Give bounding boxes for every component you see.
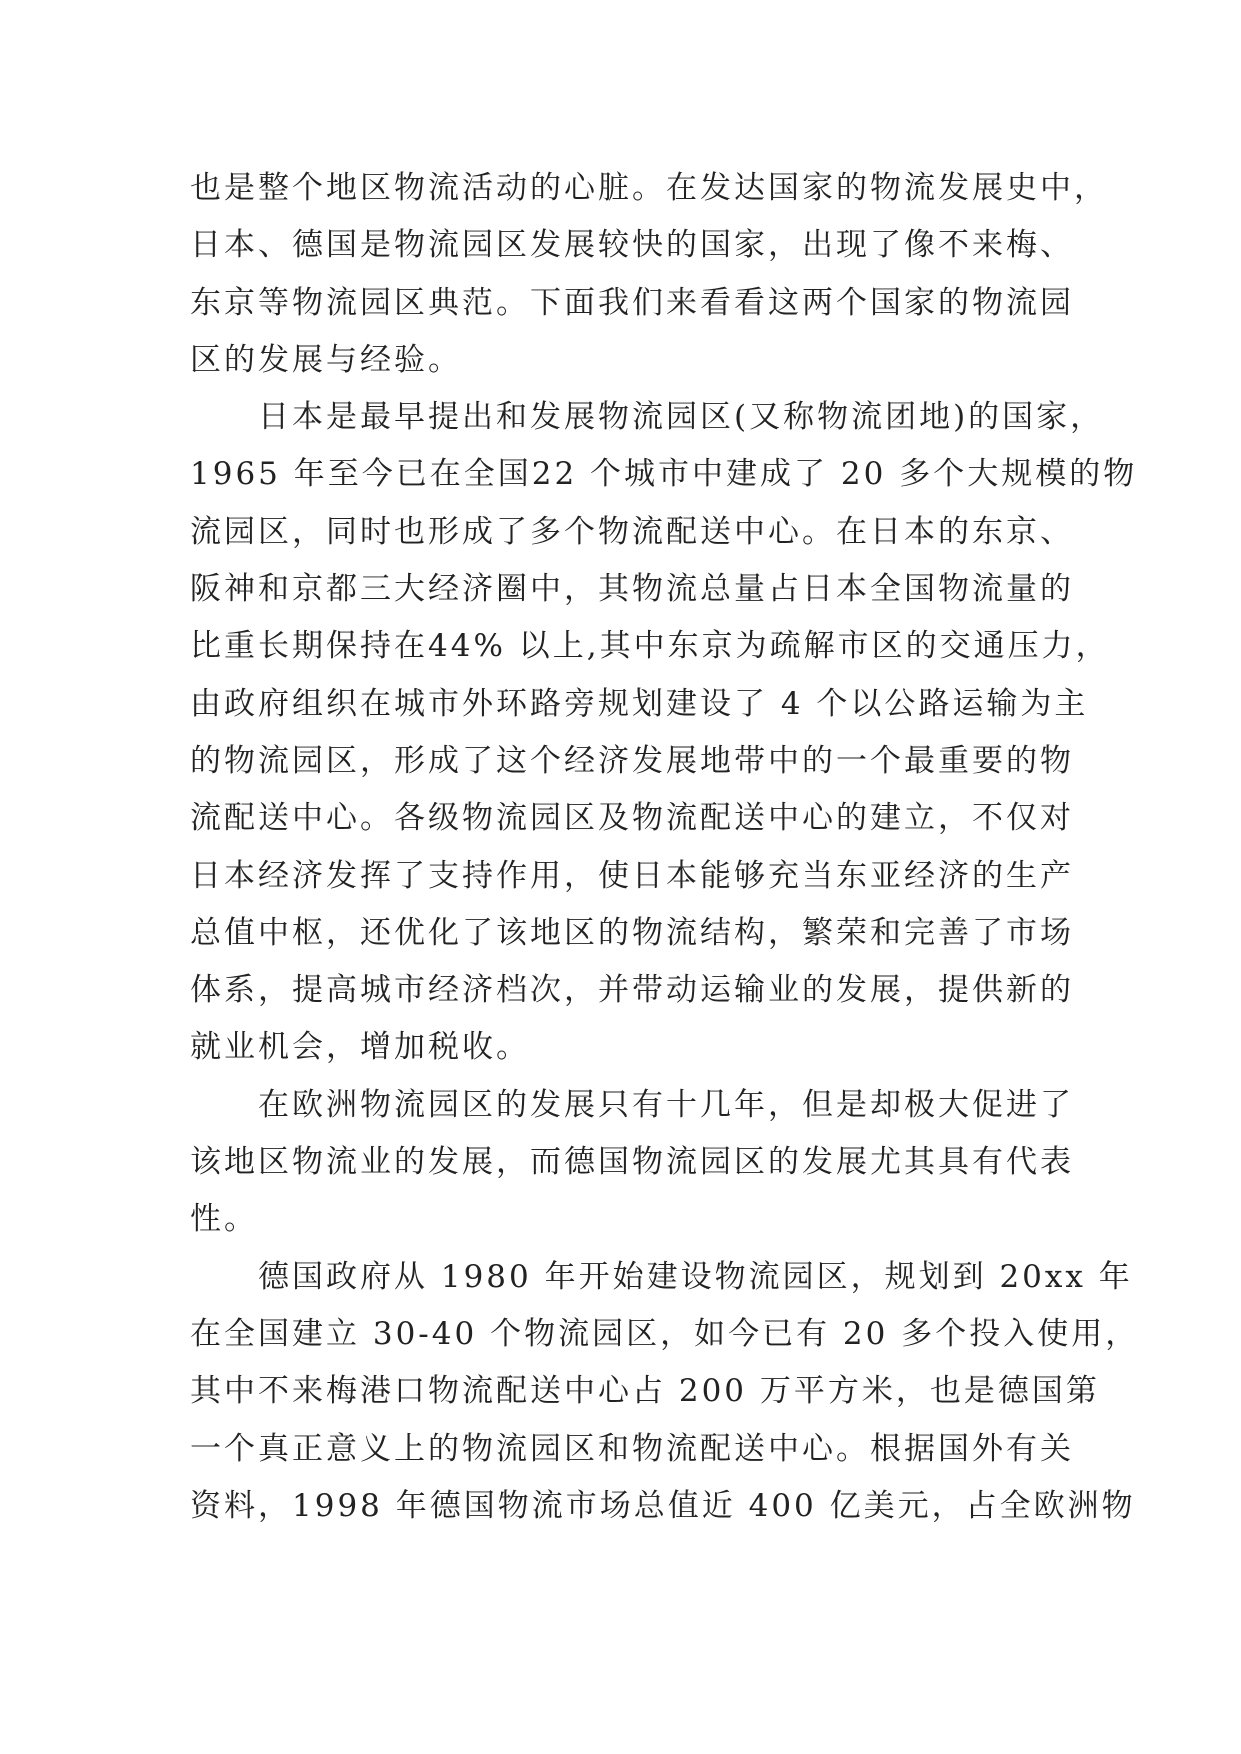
body-text (190, 160, 1140, 1535)
text-line: 在全国建立 30-40 个物流园区，如今已有 20 多个投入使用， (190, 1315, 1140, 1352)
text-line: 该地区物流业的发展，而德国物流园区的发展尤其具有代表 (190, 1144, 1074, 1181)
text-line: 其中不来梅港口物流配送中心占 200 万平方米，也是德国第 (190, 1373, 1100, 1410)
text-line: 1965 年至今已在全国22 个城市中建成了 20 多个大规模的物 (190, 456, 1138, 493)
text-line: 日本、德国是物流园区发展较快的国家，出现了像不来梅、 (190, 227, 1074, 264)
text-line: 就业机会，增加税收。 (190, 1029, 530, 1066)
text-line: 在欧洲物流园区的发展只有十几年，但是却极大促进了 (190, 1086, 1074, 1123)
text-line: 区的发展与经验。 (190, 341, 462, 378)
text-line: 体系，提高城市经济档次，并带动运输业的发展，提供新的 (190, 972, 1074, 1009)
text-line: 德国政府从 1980 年开始建设物流园区，规划到 20xx 年 (190, 1258, 1133, 1295)
text-line: 性。 (190, 1201, 258, 1238)
text-line: 一个真正意义上的物流园区和物流配送中心。根据国外有关 (190, 1430, 1074, 1467)
text-line: 流配送中心。各级物流园区及物流配送中心的建立，不仅对 (190, 800, 1074, 837)
text-line: 比重长期保持在44% 以上,其中东京为疏解市区的交通压力， (190, 628, 1110, 665)
text-line: 日本是最早提出和发展物流园区(又称物流团地)的国家， (190, 399, 1105, 436)
text-line: 东京等物流园区典范。下面我们来看看这两个国家的物流园 (190, 284, 1074, 321)
text-line: 资料，1998 年德国物流市场总值近 400 亿美元，占全欧洲物 (190, 1487, 1136, 1524)
text-line: 日本经济发挥了支持作用，使日本能够充当东亚经济的生产 (190, 857, 1074, 894)
text-line: 由政府组织在城市外环路旁规划建设了 4 个以公路运输为主 (190, 685, 1089, 722)
text-line: 阪神和京都三大经济圈中，其物流总量占日本全国物流量的 (190, 571, 1074, 608)
text-line: 总值中枢，还优化了该地区的物流结构，繁荣和完善了市场 (190, 914, 1074, 951)
text-line: 的物流园区，形成了这个经济发展地带中的一个最重要的物 (190, 742, 1074, 779)
text-line: 也是整个地区物流活动的心脏。在发达国家的物流发展史中， (190, 170, 1108, 206)
text-line: 流园区，同时也形成了多个物流配送中心。在日本的东京、 (190, 513, 1074, 550)
